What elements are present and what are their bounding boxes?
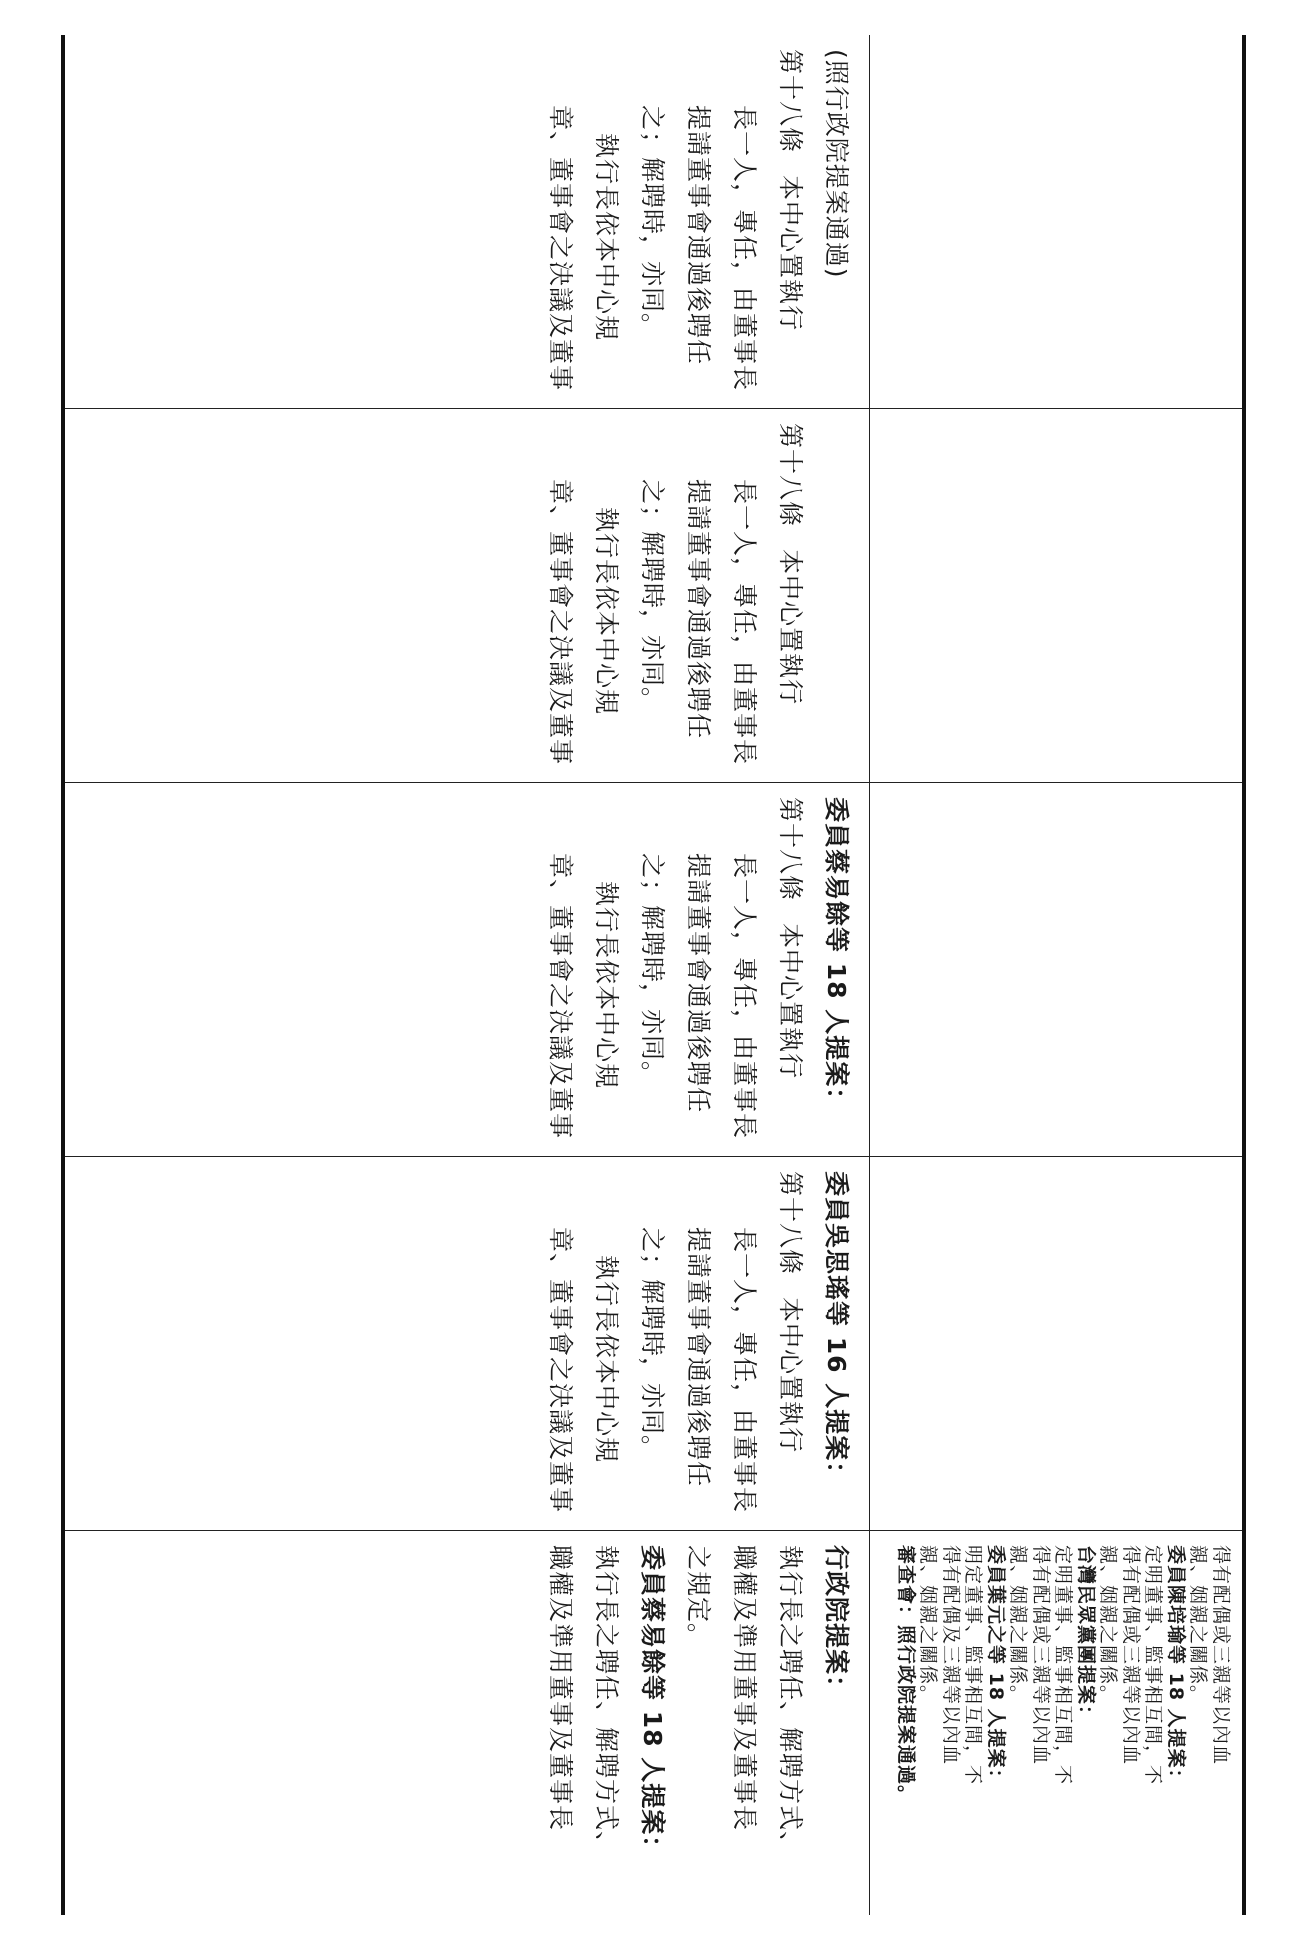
cell-explanation (65, 1531, 869, 1915)
article-text-line: 之；解聘時，亦同。 (638, 479, 667, 714)
proposer-heading: 委員葉元之等 18 人提案： (985, 1545, 1007, 1789)
cell-executive-yuan-text-empty (870, 409, 1242, 783)
explanation-line: 親、姻親之關係。 (1097, 1545, 1120, 1706)
cell-executive-yuan-text (65, 409, 869, 783)
article-number: 第十八條 (776, 797, 805, 902)
article-text: 本中心置執行 (776, 549, 805, 706)
table-row-article-18 (65, 35, 869, 1915)
explanation-line: 得有配偶或三親等以內血 (1120, 1545, 1142, 1766)
article-text-line (767, 423, 813, 768)
article-text-line (767, 797, 813, 1142)
cell-tsai-proposal-empty (870, 783, 1242, 1157)
article-text-line: 章、董事會之決議及董事 (546, 105, 575, 392)
article-text-line: 之；解聘時，亦同。 (638, 105, 667, 340)
article-text-line: 之；解聘時，亦同。 (638, 853, 667, 1088)
article-text-line: 長一人，專任，由董事長 (730, 853, 759, 1140)
proposer-heading: 行政院提案： (822, 1545, 851, 1702)
article-text-line: 長一人，專任，由董事長 (730, 105, 759, 392)
explanation-line: 得有配偶或三親等以內血 (1210, 1545, 1232, 1766)
article-number: 第十八條 (776, 423, 805, 528)
explanation-line: 定明董事、監事相互間，不 (1142, 1545, 1165, 1786)
review-committee-decision: 審查會：照行政院提案通過。 (895, 1545, 917, 1806)
article-text-line: 之；解聘時，亦同。 (638, 1227, 667, 1462)
cell-approved-text-empty (870, 35, 1242, 409)
article-text-line: 章、董事會之決議及董事 (546, 479, 575, 766)
explanation-line: 定明董事、監事相互間，不 (1052, 1545, 1075, 1786)
explanation-line: 親、姻親之關係。 (917, 1545, 940, 1706)
article-text-line: 提請董事會通過後聘任 (684, 479, 713, 740)
cell-explanation-previous (870, 1531, 1242, 1915)
article-text-line: 執行長依本中心規 (592, 507, 621, 716)
approval-note: (照行政院提案通過) (822, 49, 851, 279)
cell-tsai-proposal (65, 783, 869, 1157)
article-text: 本中心置執行 (776, 923, 805, 1080)
article-text-line: 提請董事會通過後聘任 (684, 853, 713, 1114)
cell-approved-text (65, 35, 869, 409)
cell-wu-proposal (65, 1157, 869, 1531)
explanation-line: 得有配偶及三親等以內血 (940, 1545, 962, 1766)
article-text-line (767, 1171, 813, 1516)
proposer-heading: 委員蔡易餘等 18 人提案： (638, 1545, 667, 1862)
explanation-line: 之規定。 (684, 1545, 713, 1650)
article-text-line: 執行長依本中心規 (592, 1255, 621, 1464)
proposer-heading: 台灣民眾黨團提案： (1075, 1545, 1097, 1726)
article-number: 第十八條 (776, 49, 805, 154)
article-text-line: 長一人，專任，由董事長 (730, 479, 759, 766)
article-text: 本中心置執行 (776, 1297, 805, 1454)
article-text-line: 提請董事會通過後聘任 (684, 1227, 713, 1488)
article-text-line: 章、董事會之決議及董事 (546, 1227, 575, 1514)
explanation-line: 執行長之聘任、解聘方式、 (592, 1545, 621, 1858)
explanation-line: 得有配偶或三親等以內血 (1030, 1545, 1052, 1766)
article-text-line: 執行長依本中心規 (592, 133, 621, 342)
explanation-line: 職權及準用董事及董事長 (730, 1545, 759, 1832)
proposer-heading: 委員蔡易餘等 18 人提案： (822, 797, 851, 1114)
explanation-line: 親、姻親之關係。 (1187, 1545, 1210, 1706)
article-number: 第十八條 (776, 1171, 805, 1276)
article-text-line: 章、董事會之決議及董事 (546, 853, 575, 1140)
article-text: 本中心置執行 (776, 175, 805, 332)
article-text-line: 執行長依本中心規 (592, 881, 621, 1090)
explanation-line: 執行長之聘任、解聘方式、 (776, 1545, 805, 1858)
cell-wu-proposal-empty (870, 1157, 1242, 1531)
explanation-line: 明定董事、監事相互間，不 (962, 1545, 985, 1786)
explanation-line: 親、姻親之關係。 (1007, 1545, 1030, 1706)
proposer-heading: 委員陳培瑜等 18 人提案： (1165, 1545, 1187, 1789)
article-text-line: 提請董事會通過後聘任 (684, 105, 713, 366)
proposer-heading: 委員吳思瑤等 16 人提案： (822, 1171, 851, 1488)
comparison-table (61, 35, 1246, 1915)
article-text-line (767, 49, 813, 394)
article-text-line: 長一人，專任，由董事長 (730, 1227, 759, 1514)
table-row-previous-article (869, 35, 1242, 1915)
explanation-line: 職權及準用董事及董事長 (546, 1545, 575, 1832)
